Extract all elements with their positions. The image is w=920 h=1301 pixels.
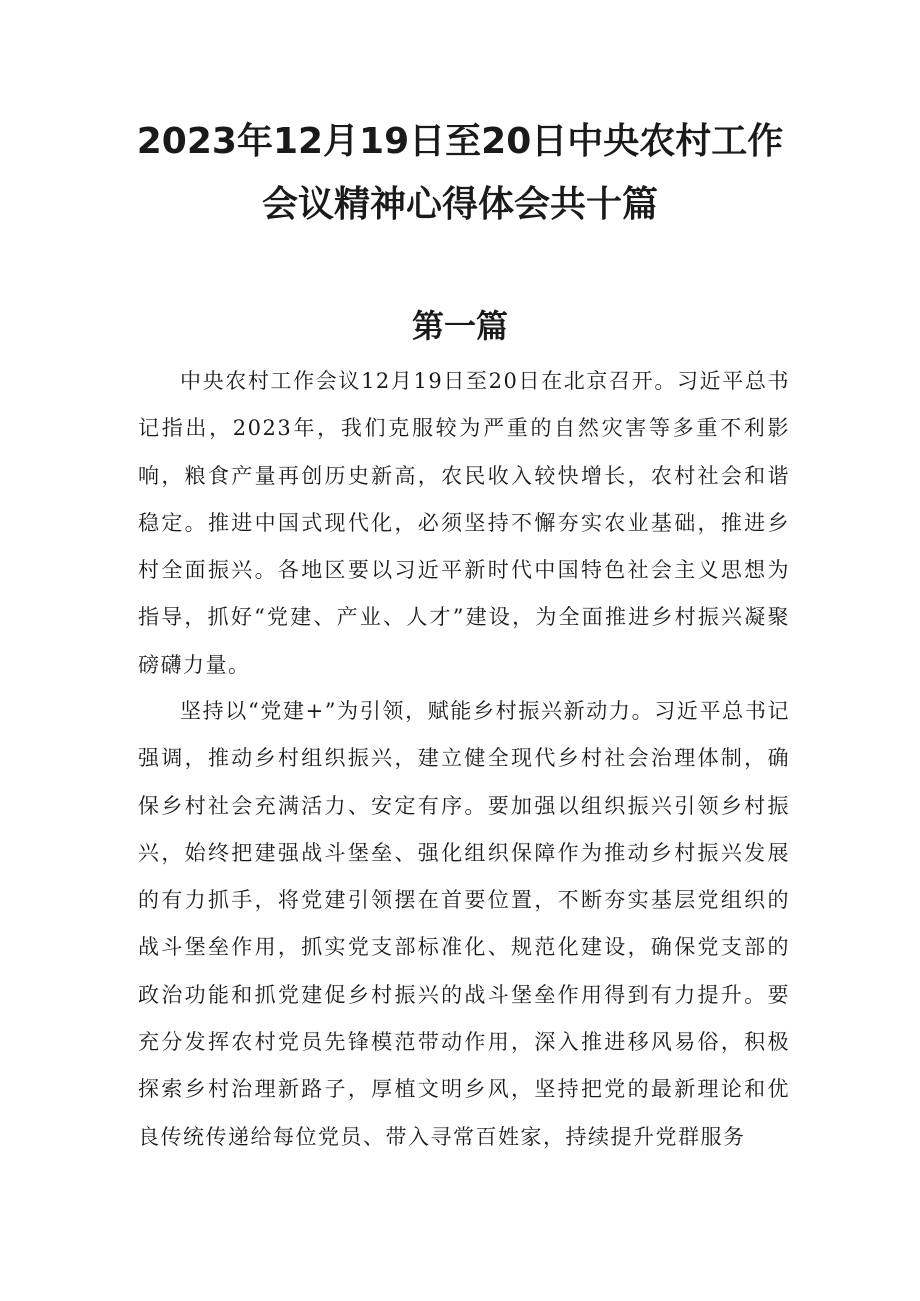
body-paragraph: 坚持以“党建+”为引领，赋能乡村振兴新动力。习近平总书记强调，推动乡村组织振兴，建立健全现代乡村社会治理体制，确保乡村社会充满活力、安定有序。要加强以组织振兴引领乡村振兴，始终把建强战斗堡垒、强化组织保障作为推动乡村振兴发展的有力抓手，将党建引领摆在首要位置，不断夯实基层党组织的战斗堡垒作用，抓实党支部标准化、规范化建设，确保党支部的政治功能和抓党建促乡村振兴的战斗堡垒作用得到有力提升。要充分发挥农村党员先锋模范带动作用，深入推进移风易俗，积极探索乡村治理新路子，厚植文明乡风，坚持把党的最新理论和优良传统传递给每位党员、带入寻常百姓家，持续提升党群服务 — [138, 699, 790, 1149]
document-title-line-1: 2023年12月19日至20日中央农村工作 — [136, 121, 784, 162]
section-heading: 第一篇 — [411, 307, 508, 345]
body-paragraph: 中央农村工作会议12月19日至20日在北京召开。习近平总书记指出，2023年，我们克服较为严重的自然灾害等多重不利影响，粮食产量再创历史新高，农民收入较快增长，农村社会和谐稳定。推进中国式现代化，必须坚持不懈夯实农业基础，推进乡村全面振兴。各地区要以习近平新时代中国特色社会主义思想为指导，抓好“党建、产业、人才”建设，为全面推进乡村振兴凝聚磅礴力量。 — [138, 369, 790, 677]
document-title-line-2: 会议精神心得体会共十篇 — [261, 184, 658, 225]
